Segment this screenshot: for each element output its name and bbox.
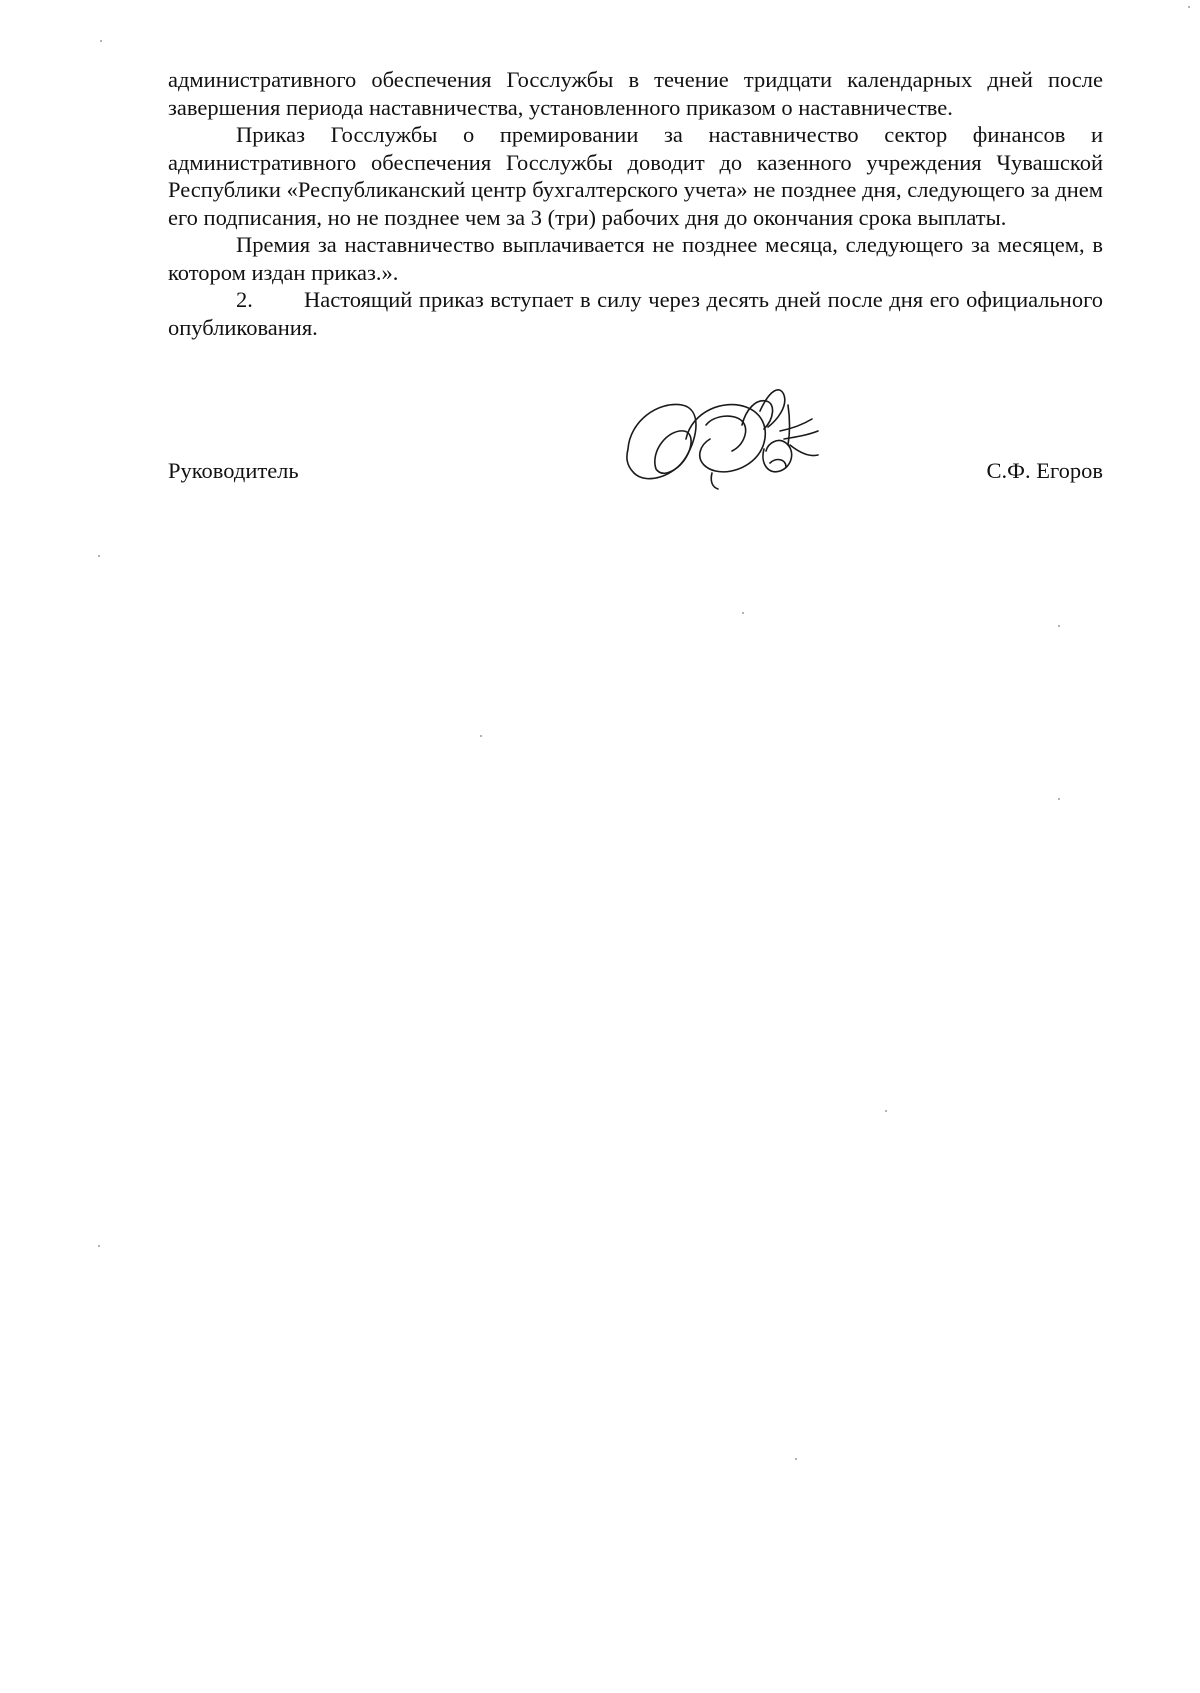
scan-speck — [1058, 798, 1060, 800]
signer-title: Руководитель — [168, 458, 299, 483]
scan-speck — [1188, 6, 1190, 8]
paragraph-bonus-order: Приказ Госслужбы о премировании за наставничество сектор финансов и административного обеспечения Госслужбы доводит до казенного учреждения Чувашской Республики «Республиканский центр бухгалтерского учета» не позднее дня, следующего за днем его подписания, но не позднее чем за 3 (три) рабочих дня до окончания срока выплаты. — [168, 122, 1103, 230]
paragraph-continuation: административного обеспечения Госслужбы в течение тридцати календарных дней после завершения периода наставничества, установленного приказом о наставничестве. — [168, 67, 1103, 120]
scan-speck — [1058, 625, 1060, 627]
scan-speck — [98, 555, 100, 557]
scan-speck — [98, 1245, 100, 1247]
scan-speck — [100, 40, 102, 42]
numbered-item-2 — [168, 286, 1103, 341]
scan-speck — [795, 1458, 797, 1460]
item-number: 2. — [236, 287, 253, 312]
scan-speck — [480, 735, 482, 737]
signer-name: С.Ф. Егоров — [986, 458, 1103, 483]
paragraph-bonus-payment: Премия за наставничество выплачивается не позднее месяца, следующего за месяцем, в котором издан приказ.». — [168, 232, 1103, 285]
handwritten-signature — [620, 385, 840, 495]
scan-speck — [742, 612, 744, 614]
document-body — [168, 66, 1103, 341]
scan-speck — [885, 1110, 887, 1112]
item-text: Настоящий приказ вступает в силу через десять дней после дня его официального опубликования. — [168, 287, 1103, 340]
